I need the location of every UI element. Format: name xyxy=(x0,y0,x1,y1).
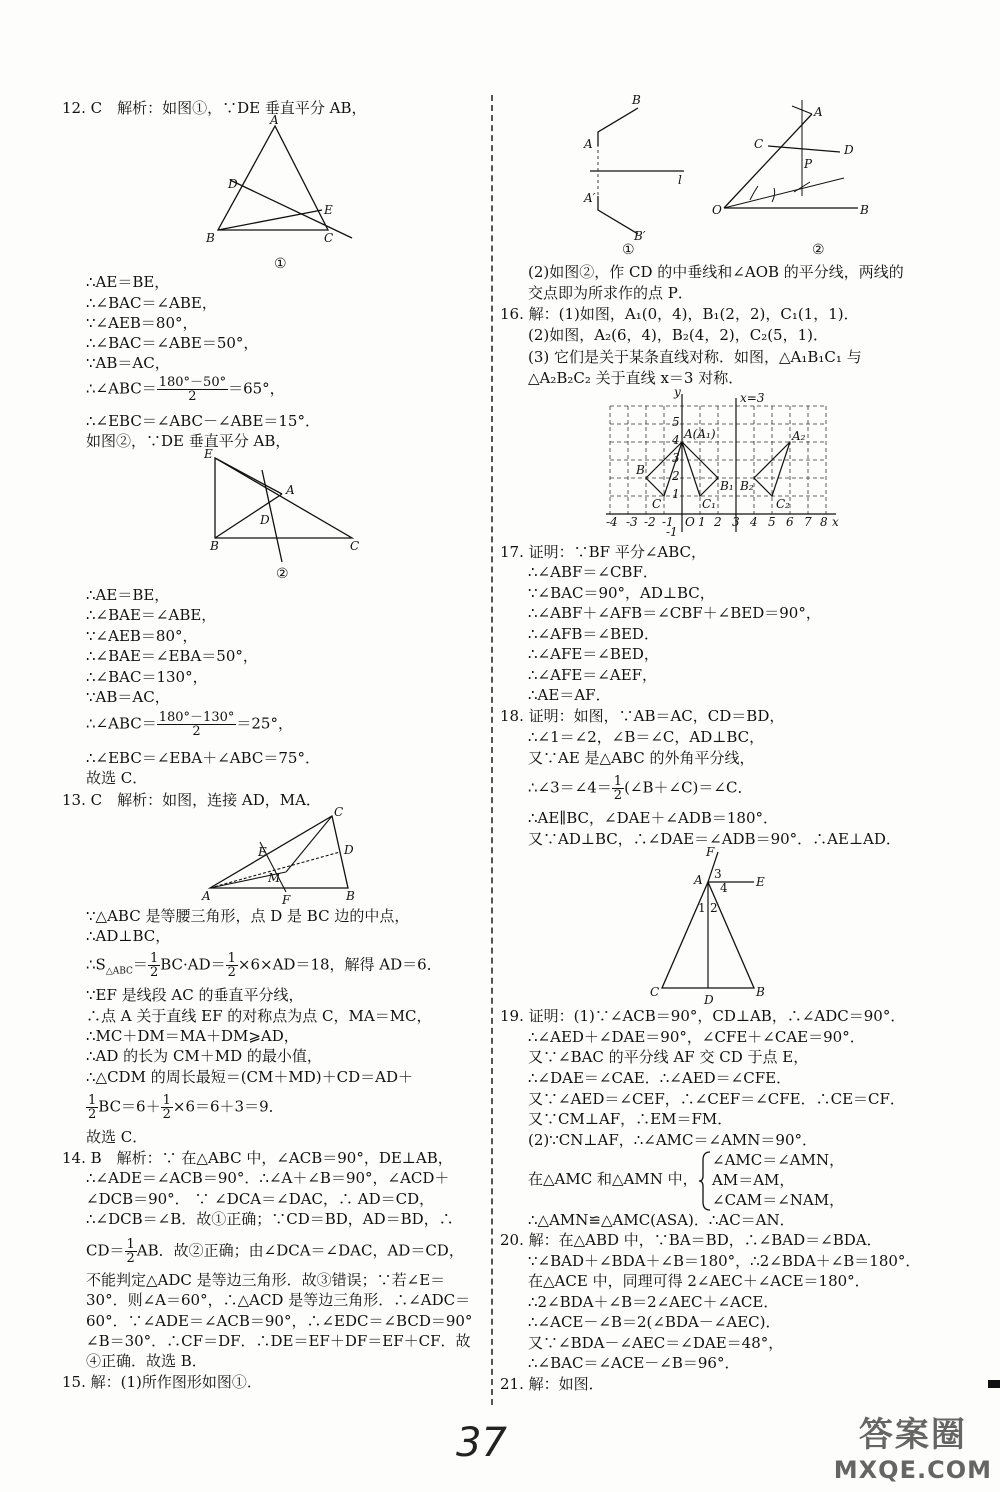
q12-line-6 xyxy=(86,376,285,403)
fraction-numerator: 1 xyxy=(149,951,159,966)
q14-line-5 xyxy=(86,1238,464,1265)
q14-line-2: ∴∠ADE＝∠ACB＝90°．∴∠A＋∠B＝90°，∠ACD＋ xyxy=(86,1169,450,1187)
q19-system-1: ∠AMC＝∠AMN， xyxy=(712,1151,845,1169)
q12-m-2: ∴∠BAE＝∠ABE， xyxy=(86,606,217,624)
q13-line-4: ∵EF 是线段 AC 的垂直平分线， xyxy=(86,986,304,1004)
q13-line-1: ∵△ABC 是等腰三角形，点 D 是 BC 边的中点， xyxy=(86,907,410,925)
watermark-logo xyxy=(834,1407,992,1484)
q12-m-5: ∴∠BAC＝130°， xyxy=(86,668,208,686)
q13-line-10: 故选 C． xyxy=(86,1128,148,1146)
q18-line-4 xyxy=(528,775,752,802)
fig3-label-a: A xyxy=(202,889,211,903)
fig6-label-f: F xyxy=(706,845,715,859)
fig6-label-4: 4 xyxy=(720,881,728,895)
fig4-label-a-prime: A′ xyxy=(584,191,596,205)
q13-line-6: ∴MC＋DM＝MA＋DM⩾AD， xyxy=(86,1027,299,1045)
q18-line-6: 又∵AD⊥BC，∴∠DAE＝∠ADB＝90°．∴AE⊥AD． xyxy=(528,830,901,848)
fig5-caption: ② xyxy=(812,242,825,258)
tick-3: 3 xyxy=(732,515,740,529)
fig3-label-m: M xyxy=(268,871,281,885)
fig1-label-c: C xyxy=(324,231,334,245)
q14-line-9: ∠B＝30°．∴CF＝DF．∴DE＝EF＋DF＝EF＋CF．故 xyxy=(86,1332,471,1350)
fig4-label-l: l xyxy=(678,173,682,187)
q12-fraction-1 xyxy=(157,376,228,403)
fig6-label-a: A xyxy=(694,873,703,887)
q12-line-4: ∴∠BAC＝∠ABE＝50°， xyxy=(86,334,259,352)
fig3-label-e: E xyxy=(258,845,267,859)
fig2-label-c: C xyxy=(350,539,360,553)
fig5-label-d: D xyxy=(844,143,854,157)
q14-line-1: 14. B 解析：∵ 在△ABC 中，∠ACB＝90°，DE⊥AB， xyxy=(62,1149,453,1167)
q19-line-6: 又∵CM⊥AF，∴EM＝FM． xyxy=(528,1110,733,1128)
q20-line-1: 20. 解：在△ABD 中，∵BA＝BD，∴∠BAD＝∠BDA． xyxy=(500,1231,882,1249)
tick-2: 2 xyxy=(714,515,722,529)
q13-line-3d: ×6×AD＝18，解得 AD＝6． xyxy=(237,955,442,974)
q13-line-2: ∴AD⊥BC， xyxy=(86,927,171,945)
fig5-label-o: O xyxy=(712,203,722,217)
fraction-numerator: 180°－130° xyxy=(158,710,235,725)
brace-icon xyxy=(698,1150,712,1212)
fig1-label-e: E xyxy=(324,203,333,217)
q17-line-3: ∵∠BAC＝90°，AD⊥BC， xyxy=(528,584,715,602)
q14-line-10: ④正确．故选 B． xyxy=(86,1352,207,1370)
fig5-label-c: C xyxy=(754,137,764,151)
fraction-numerator: 1 xyxy=(162,1093,171,1108)
q19-line-8: ∴△AMN≌△AMC(ASA)．∴AC＝AN． xyxy=(528,1211,795,1229)
q12-line-7: ∴∠EBC＝∠ABC－∠ABE＝15°． xyxy=(86,412,320,430)
fraction-numerator: 1 xyxy=(88,1093,97,1108)
q19-line-5: 又∵∠AED＝∠CEF，∴∠CEF＝∠CFE．∴CE＝CF． xyxy=(528,1090,905,1108)
q13-half-1 xyxy=(148,952,160,979)
fig6-label-3: 3 xyxy=(714,867,722,881)
fig6-label-2: 2 xyxy=(710,901,718,915)
fig3-label-b: B xyxy=(346,889,355,903)
tick-5: 5 xyxy=(768,515,776,529)
grid-label-x: x xyxy=(832,515,839,529)
q12-m-9: 故选 C． xyxy=(86,769,148,787)
fig2-caption: ② xyxy=(276,566,289,582)
tick-neg1: -1 xyxy=(662,515,674,529)
q13-subscript: △ABC xyxy=(105,966,133,977)
q16-line-3: (3) 它们是关于某条直线对称．如图，△A₁B₁C₁ 与 xyxy=(528,348,862,366)
fraction-denominator: 2 xyxy=(188,389,197,404)
q12-m-7a: ∴∠ABC＝ xyxy=(86,714,157,733)
q12-fraction-2 xyxy=(157,711,237,738)
fraction-numerator: 1 xyxy=(613,774,623,789)
tick-4: 4 xyxy=(750,515,758,529)
fig6-label-e: E xyxy=(756,875,765,889)
figure-1-triangle xyxy=(200,113,380,268)
q12-m-8: ∴∠EBC＝∠EBA＋∠ABC＝75°． xyxy=(86,749,320,767)
fig3-label-d: D xyxy=(344,843,354,857)
figure-3-triangle xyxy=(200,805,370,907)
q14-line-8: 60°．∵∠ADE＝∠ACB＝90°，∴∠EDC＝∠BCD＝90° xyxy=(86,1312,473,1330)
grid-label-a2: A₂ xyxy=(792,429,806,443)
fig4-label-b: B xyxy=(632,93,641,107)
q13-line-3b: ＝ xyxy=(132,955,148,974)
q19-line-4: ∴∠DAE＝∠CAE．∴∠AED＝∠CFE． xyxy=(528,1069,792,1087)
fraction-denominator: 2 xyxy=(227,965,236,980)
grid-label-origin: O xyxy=(685,515,695,529)
q20-line-6: 又∵∠BDA－∠AEC＝∠DAE＝48°， xyxy=(528,1334,784,1352)
fig1-caption: ① xyxy=(274,256,287,272)
fig4-label-b-prime: B′ xyxy=(634,229,646,243)
q13-line-8: ∴△CDM 的周长最短＝(CM＋MD)＋CD＝AD＋ xyxy=(86,1068,413,1086)
fraction-numerator: 1 xyxy=(126,1237,135,1252)
q12-m-6: ∵AB＝AC， xyxy=(86,688,170,706)
q13-line-9a: BC＝6＋ xyxy=(98,1097,161,1116)
tick-6: 6 xyxy=(786,515,794,529)
tick-neg3: -3 xyxy=(626,515,638,529)
q12-line-3: ∵∠AEB＝80°， xyxy=(86,314,198,332)
q20-line-4: ∴2∠BDA＋∠B＝2∠AEC＋∠ACE． xyxy=(528,1293,779,1311)
q17-line-5: ∴∠AFB＝∠BED． xyxy=(528,625,659,643)
figure-6-isosceles xyxy=(650,845,790,1008)
q13-line-3 xyxy=(86,952,442,982)
q15-line-3: 交点即为所求作的点 P． xyxy=(528,284,693,302)
grid-label-c: C xyxy=(652,497,662,511)
q14-line-6: 不能判定△ADC 是等边三角形．故③错误；∵若∠E＝ xyxy=(86,1271,446,1289)
fig2-label-b: B xyxy=(210,539,219,553)
fraction-denominator: 2 xyxy=(192,724,201,739)
q19-line-3: 又∵∠BAC 的平分线 AF 交 CD 于点 E， xyxy=(528,1048,809,1066)
q13-line-9 xyxy=(86,1094,284,1121)
fraction-numerator: 1 xyxy=(227,951,236,966)
q14-line-5a: CD＝ xyxy=(86,1241,125,1260)
fraction-numerator: 180°－50° xyxy=(158,375,227,390)
q18-line-2: ∴∠1＝∠2，∠B＝∠C，AD⊥BC， xyxy=(528,728,765,746)
q18-line-4b: (∠B＋∠C)＝∠C． xyxy=(624,778,753,797)
q15-line-1: 15. 解：(1)所作图形如图①． xyxy=(62,1373,262,1391)
ytick-4: 4 xyxy=(672,433,680,447)
q13-head: 13. C 解析：如图，连接 AD，MA． xyxy=(62,791,321,809)
figure-2-triangle xyxy=(200,447,370,560)
grid-label-c2: C₂ xyxy=(776,497,790,511)
q14-half xyxy=(125,1238,137,1265)
tick-neg4: -4 xyxy=(606,515,618,529)
grid-label-c1: C₁ xyxy=(702,497,716,511)
q14-line-7: 30°．则∠A＝60°，∴△ACD 是等边三角形．∴∠ADC＝ xyxy=(86,1291,471,1309)
fig6-label-b: B xyxy=(756,985,765,999)
q12-head: 12. C 解析：如图①，∵DE 垂直平分 AB， xyxy=(62,99,367,117)
q12-m-3: ∵∠AEB＝80°， xyxy=(86,627,198,645)
q20-line-7: ∴∠BAC＝∠ACE－∠B＝96°． xyxy=(528,1354,740,1372)
grid-label-b1: B₁ xyxy=(720,479,734,493)
q12-m-7 xyxy=(86,711,293,738)
q13-half-3 xyxy=(86,1094,98,1121)
q20-line-2: ∵∠BAD＋∠BDA＋∠B＝180°，∴2∠BDA＋∠B＝180°． xyxy=(528,1252,921,1270)
q13-line-3c: BC·AD＝ xyxy=(160,955,226,974)
ytick-1: 1 xyxy=(672,487,680,501)
q16-line-1: 16. 解：(1)如图，A₁(0，4)，B₁(2，2)，C₁(1，1)． xyxy=(500,305,859,323)
fig6-label-1: 1 xyxy=(698,901,706,915)
ytick-3: 3 xyxy=(672,451,680,465)
q13-half-2 xyxy=(226,952,238,979)
q12-line-6a: ∴∠ABC＝ xyxy=(86,379,157,398)
figure-4-reflection xyxy=(580,93,700,243)
q13-half-4 xyxy=(161,1094,173,1121)
q12-line-5: ∵AB＝AC， xyxy=(86,354,170,372)
q14-line-4: ∴∠DCB＝∠B．故①正确；∵CD＝BD，AD＝BD，∴ xyxy=(86,1210,454,1228)
q12-m-1: ∴AE＝BE， xyxy=(86,586,170,604)
q18-line-1: 18. 证明：如图，∵AB＝AC，CD＝BD， xyxy=(500,707,785,725)
q19-line-1: 19. 证明：(1)∵∠ACB＝90°，CD⊥AB，∴∠ADC＝90°． xyxy=(500,1007,906,1025)
q19-line-2: ∴∠AED＋∠DAE＝90°，∠CFE＋∠CAE＝90°． xyxy=(528,1028,865,1046)
q12-line-2: ∴∠BAC＝∠ABE， xyxy=(86,294,217,312)
q13-line-9b: ×6＝6＋3＝9． xyxy=(172,1097,284,1116)
tick-1: 1 xyxy=(698,515,706,529)
q18-line-5: ∴AE∥BC，∠DAE＋∠ADB＝180°． xyxy=(528,809,778,827)
page-number: 37 xyxy=(456,1420,507,1466)
q17-line-1: 17. 证明：∵BF 平分∠ABC， xyxy=(500,543,707,561)
q18-line-4a: ∴∠3＝∠4＝ xyxy=(528,778,612,797)
fig2-label-e: E xyxy=(204,447,213,461)
fig3-label-f: F xyxy=(282,893,291,907)
watermark-top: 答案圈 xyxy=(858,1415,967,1455)
q17-line-7: ∴∠AFE＝∠AEF， xyxy=(528,666,658,684)
q12-line-1: ∴AE＝BE， xyxy=(86,273,170,291)
ytick-neg1: -1 xyxy=(666,525,678,539)
q13-line-3a: ∴S xyxy=(86,955,106,974)
fig1-label-b: B xyxy=(206,231,215,245)
q18-half xyxy=(612,775,624,802)
fig5-label-p: P xyxy=(804,157,813,171)
q12-line-8: 如图②，∵DE 垂直平分 AB， xyxy=(86,432,291,450)
figure-5-construction xyxy=(710,96,870,236)
column-divider xyxy=(491,95,493,1405)
tick-neg2: -2 xyxy=(644,515,656,529)
grid-label-b: B xyxy=(636,463,645,477)
q18-line-3: 又∵AE 是△ABC 的外角平分线， xyxy=(528,749,755,767)
fig6-label-c: C xyxy=(650,985,660,999)
fig2-label-d: D xyxy=(260,513,270,527)
q19-system-left: 在△AMC 和△AMN 中， xyxy=(528,1170,698,1188)
fig5-label-b: B xyxy=(860,203,869,217)
watermark-bottom: MXQE.COM xyxy=(833,1456,992,1484)
q17-line-6: ∴∠AFE＝∠BED， xyxy=(528,645,659,663)
q21-line-1: 21. 解：如图． xyxy=(500,1375,604,1393)
fig1-label-d: D xyxy=(228,177,238,191)
q19-line-7: (2)∵CN⊥AF，∴∠AMC＝∠AMN＝90°． xyxy=(528,1131,817,1149)
q20-line-3: 在△ACE 中，同理可得 2∠AEC＋∠ACE＝180°． xyxy=(528,1272,870,1290)
q13-line-7: ∴AD 的长为 CM＋MD 的最小值， xyxy=(86,1047,322,1065)
q12-m-4: ∴∠BAE＝∠EBA＝50°， xyxy=(86,647,258,665)
grid-label-y: y xyxy=(674,385,681,399)
coordinate-grid-figure xyxy=(606,385,846,540)
fig4-label-a: A xyxy=(584,137,593,151)
q15-line-2: (2)如图②，作 CD 的中垂线和∠AOB 的平分线，两线的 xyxy=(528,263,904,281)
q16-line-4: △A₂B₂C₂ 关于直线 x＝3 对称． xyxy=(528,369,744,387)
q17-line-2: ∴∠ABF＝∠CBF． xyxy=(528,563,658,581)
fig6-label-d: D xyxy=(704,993,714,1007)
fraction-denominator: 2 xyxy=(149,965,159,980)
grid-label-a-a1: A(A₁) xyxy=(684,427,716,441)
grid-label-b2: B₂ xyxy=(740,479,754,493)
q14-line-3: ∠DCB＝90°． ∵ ∠DCA＝∠DAC，∴ AD＝CD， xyxy=(86,1190,435,1208)
q12-m-7b: ＝25°， xyxy=(236,714,293,733)
fig1-label-a: A xyxy=(270,113,279,127)
q17-line-4: ∴∠ABF＋∠AFB＝∠CBF＋∠BED＝90°， xyxy=(528,604,821,622)
ytick-2: 2 xyxy=(672,469,680,483)
fig3-label-c: C xyxy=(334,805,344,819)
tick-7: 7 xyxy=(804,515,812,529)
q12-line-6b: ＝65°， xyxy=(228,379,285,398)
q16-line-2: (2)如图，A₂(6，4)，B₂(4，2)，C₂(5，1)． xyxy=(528,326,828,344)
fig2-label-a: A xyxy=(286,483,295,497)
fig4-caption: ① xyxy=(622,242,635,258)
grid-label-x3: x=3 xyxy=(740,391,765,405)
q17-line-8: ∴AE＝AF． xyxy=(528,686,611,704)
edge-mark xyxy=(988,1380,1000,1388)
q14-line-5b: AB．故②正确；由∠DCA＝∠DAC，AD＝CD， xyxy=(136,1241,464,1260)
q20-line-5: ∴∠ACE－∠B＝2(∠BDA－∠AEC)． xyxy=(528,1313,781,1331)
q19-system-3: ∠CAM＝∠NAM， xyxy=(712,1191,845,1209)
ytick-5: 5 xyxy=(672,415,680,429)
fig5-label-a: A xyxy=(814,105,823,119)
tick-8: 8 xyxy=(820,515,828,529)
q13-line-5: ∴点 A 关于直线 EF 的对称点为点 C，MA＝MC， xyxy=(86,1007,432,1025)
q19-system-2: AM＝AM， xyxy=(712,1171,795,1189)
fraction-denominator: 2 xyxy=(126,1251,135,1266)
fraction-denominator: 2 xyxy=(88,1107,97,1122)
fraction-denominator: 2 xyxy=(162,1107,171,1122)
fraction-denominator: 2 xyxy=(613,788,623,803)
